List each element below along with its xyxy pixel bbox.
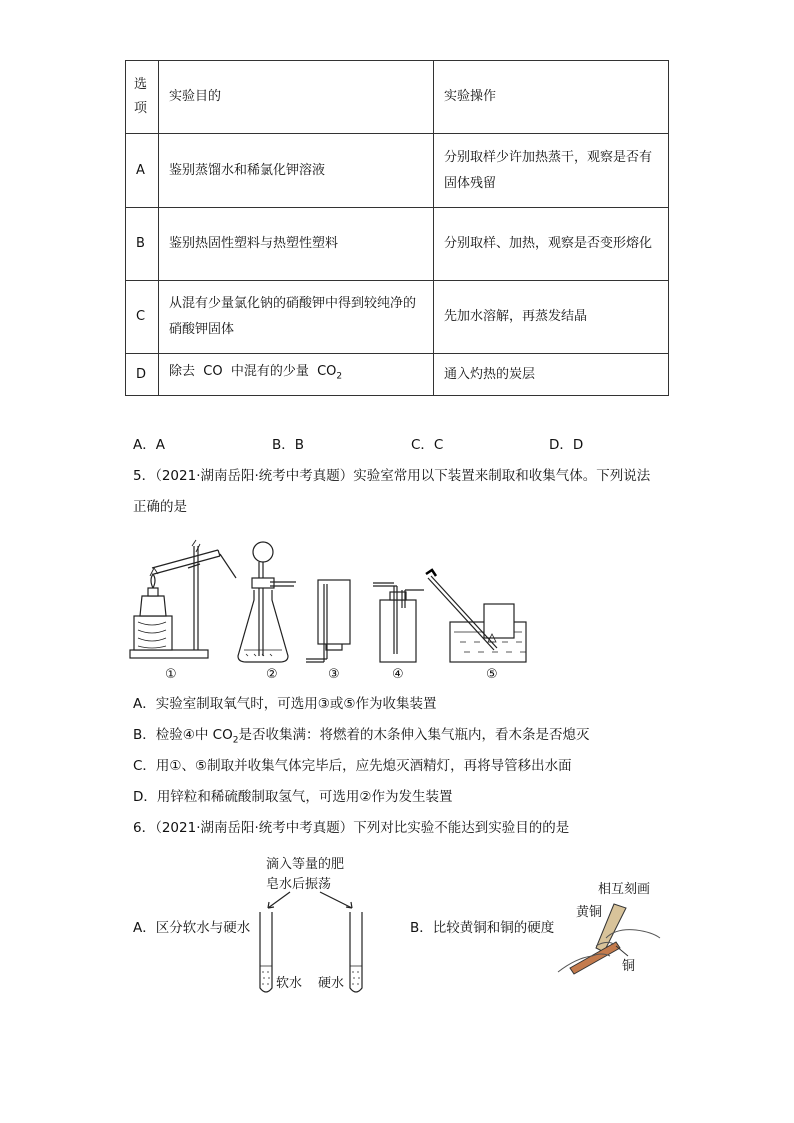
hardness-figure	[556, 898, 666, 978]
copper-label: 铜	[622, 959, 636, 974]
choice-b[interactable]: B．B	[272, 437, 305, 453]
apparatus-figure	[128, 538, 548, 683]
table-row	[126, 208, 669, 281]
choice-d[interactable]: D．D	[549, 437, 584, 453]
apparatus-2	[238, 542, 296, 662]
q5-option-b[interactable]: B．检验④中 $CO_2$是否收集满：将燃着的木条伸入集气瓶内，看木条是否熄灭	[133, 727, 590, 746]
q4-choices	[133, 435, 633, 455]
apparatus-4	[373, 583, 424, 662]
scratch-note: 相互刻画	[598, 882, 651, 897]
table-row	[126, 354, 669, 396]
row-purpose: 除去 CO 中混有的少量 $CO_2$	[159, 354, 434, 396]
soft-water-label: 软水	[276, 976, 303, 991]
apparatus-label-4: ④	[392, 667, 404, 682]
row-operation: 分别取样少许加热蒸干，观察是否有固体残留	[434, 134, 669, 208]
apparatus-label-1: ①	[165, 667, 177, 682]
row-purpose: 从混有少量氯化钠的硝酸钾中得到较纯净的硝酸钾固体	[159, 281, 434, 354]
apparatus-3	[306, 580, 350, 662]
header-option: 选 项	[126, 61, 159, 134]
q5-stem-line1: 5．（2021·湖南岳阳·统考中考真题）实验室常用以下装置来制取和收集气体。下列说法	[133, 468, 651, 484]
apparatus-label-5: ⑤	[486, 667, 498, 682]
table-row	[126, 134, 669, 208]
row-option: C	[126, 281, 159, 354]
choice-c[interactable]: C．C	[411, 437, 444, 453]
hard-water-label: 硬水	[318, 976, 345, 991]
q6-stem: 6．（2021·湖南岳阳·统考中考真题）下列对比实验不能达到实验目的的是	[133, 820, 570, 836]
apparatus-5	[426, 570, 526, 662]
table-row	[126, 281, 669, 354]
row-option: A	[126, 134, 159, 208]
header-purpose: 实验目的	[159, 61, 434, 134]
q6-option-a[interactable]: A．区分软水与硬水	[133, 920, 251, 936]
row-operation: 分别取样、加热，观察是否变形熔化	[434, 208, 669, 281]
header-operation: 实验操作	[434, 61, 669, 134]
q5-option-c[interactable]: C．用①、⑤制取并收集气体完毕后，应先熄灭酒精灯，再将导管移出水面	[133, 758, 572, 774]
choice-a[interactable]: A．A	[133, 437, 165, 453]
row-purpose: 鉴别热固性塑料与热塑性塑料	[159, 208, 434, 281]
test-tubes-figure	[250, 888, 370, 1000]
row-purpose: 鉴别蒸馏水和稀氯化钾溶液	[159, 134, 434, 208]
apparatus-label-2: ②	[266, 667, 278, 682]
row-option: B	[126, 208, 159, 281]
table-header-row	[126, 61, 669, 134]
soap-note-line2: 皂水后振荡	[266, 877, 332, 892]
q6-option-b[interactable]: B．比较黄铜和铜的硬度	[410, 920, 555, 936]
apparatus-1	[130, 540, 236, 658]
apparatus-label-3: ③	[328, 667, 340, 682]
options-table	[125, 60, 669, 396]
row-operation: 先加水溶解，再蒸发结晶	[434, 281, 669, 354]
row-option: D	[126, 354, 159, 396]
q5-option-a[interactable]: A．实验室制取氧气时，可选用③或⑤作为收集装置	[133, 696, 437, 712]
q5-stem-line2: 正确的是	[133, 499, 187, 515]
q5-option-d[interactable]: D．用锌粒和稀硫酸制取氢气，可选用②作为发生装置	[133, 789, 453, 805]
brass-label: 黄铜	[576, 905, 603, 920]
soap-note-line1: 滴入等量的肥	[266, 857, 345, 872]
row-operation: 通入灼热的炭层	[434, 354, 669, 396]
